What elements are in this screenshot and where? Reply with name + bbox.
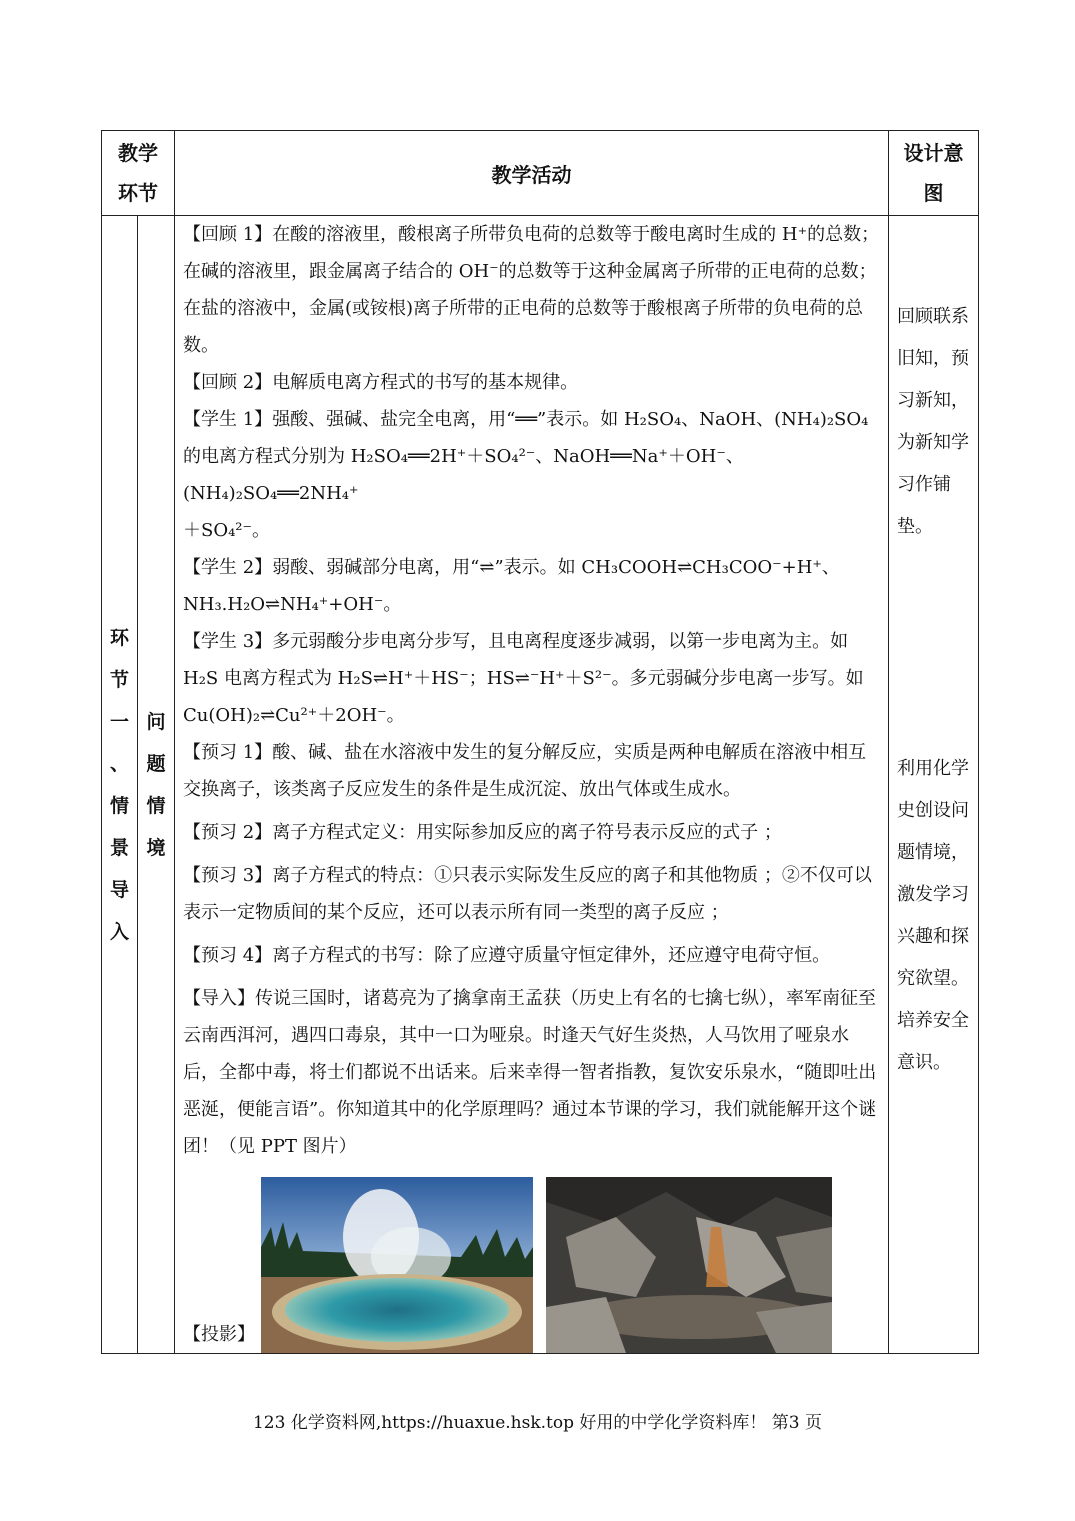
paragraph-intro xyxy=(183,980,882,1165)
text: 离子方程式定义：用实际参加反应的离子符号表示反应的式子 ； xyxy=(272,822,782,843)
projection-label: 【投影】 xyxy=(183,1324,255,1345)
stage-char: 情 xyxy=(109,794,129,817)
sub-char: 境 xyxy=(146,836,166,859)
paragraph-preview-2 xyxy=(183,814,882,851)
paragraph-review-1 xyxy=(183,216,882,364)
tag: 【学生 3】 xyxy=(183,631,273,652)
stage-label xyxy=(102,216,138,1354)
header-stage-line1: 教学 xyxy=(118,141,158,165)
header-stage-line2: 环节 xyxy=(118,181,158,205)
tag: 【回顾 1】 xyxy=(183,224,273,245)
paragraph-preview-3 xyxy=(183,857,882,931)
cave-spring-photo xyxy=(546,1177,832,1353)
activity-content xyxy=(175,216,889,1354)
header-stage xyxy=(102,131,175,216)
tag: 【预习 2】 xyxy=(183,822,273,843)
header-activity: 教学活动 xyxy=(175,131,889,216)
tag: 【导入】 xyxy=(183,988,255,1009)
paragraph-preview-1 xyxy=(183,734,882,808)
hot-spring-photo xyxy=(261,1177,533,1353)
text: 弱酸、弱碱部分电离，用“⇌”表示。如 CH₃COOH⇌CH₃COO⁻+H⁺、NH₃.H₂O⇌NH₄⁺+OH⁻。 xyxy=(183,557,840,615)
purpose-review: 回顾联系旧知，预习新知，为新知学习作铺垫。 xyxy=(897,306,969,537)
tag: 【学生 1】 xyxy=(183,409,273,430)
header-purpose-line1: 设计意 xyxy=(903,141,964,165)
stage-char: 景 xyxy=(109,836,129,859)
text: 离子方程式的特点：①只表示实际发生反应的离子和其他物质 ；②不仅可以表示一定物质间的某个反应，还可以表示所有同一类型的离子反应 ； xyxy=(183,865,872,923)
tag: 【预习 3】 xyxy=(183,865,273,886)
paragraph-student-1-cont: ＋SO₄²⁻。 xyxy=(183,520,271,541)
text: 电解质电离方程式的书写的基本规律。 xyxy=(272,372,579,393)
text: 传说三国时，诸葛亮为了擒拿南王孟获（历史上有名的七擒七纵），率军南征至云南西洱河，遇四口毒泉，其中一口为哑泉。时逢天气好生炎热，人马饮用了哑泉水后，全都中毒，将士们都说不出话来。后来幸得一智者指教，复饮安乐泉水，“随即吐出恶涎，便能言语”。你知道其中的化学原理吗？通过本节课的学习，我们就能解开这个谜团！（见 PPT 图片） xyxy=(183,988,877,1157)
text: 强酸、强碱、盐完全电离，用“══”表示。如 H₂SO₄、NaOH、(NH₄)₂SO₄的电离方程式分别为 H₂SO₄══2H⁺＋SO₄²⁻、NaOH══Na⁺＋OH⁻、(NH₄)₂SO₄══2NH₄⁺ xyxy=(183,409,869,504)
header-purpose xyxy=(889,131,979,216)
sub-stage-label xyxy=(138,216,175,1354)
tag: 【学生 2】 xyxy=(183,557,273,578)
sub-char: 情 xyxy=(146,794,166,817)
purpose-history: 利用化学史创设问题情境，激发学习兴趣和探究欲望。培养安全意识。 xyxy=(897,758,969,1073)
stage-char: 导 xyxy=(109,878,129,901)
header-purpose-line2: 图 xyxy=(923,181,944,205)
stage-char: 节 xyxy=(109,668,129,691)
sub-char: 问 xyxy=(146,710,166,733)
lesson-table xyxy=(101,130,979,1354)
paragraph-preview-4 xyxy=(183,937,882,974)
paragraph-review-2 xyxy=(183,364,882,401)
text: 酸、碱、盐在水溶液中发生的复分解反应，实质是两种电解质在溶液中相互交换离子，该类离子反应发生的条件是生成沉淀、放出气体或生成水。 xyxy=(183,742,867,800)
projection-row xyxy=(183,1177,882,1353)
page-footer: 123 化学资料网,https://huaxue.hsk.top 好用的中学化学资料库！ 第3 页 xyxy=(252,1413,823,1433)
tag: 【预习 1】 xyxy=(183,742,273,763)
tag: 【预习 4】 xyxy=(183,945,273,966)
paragraph-student-2 xyxy=(183,549,882,623)
stage-char: 、 xyxy=(109,752,129,775)
stage-char: 一 xyxy=(109,710,129,733)
text: 离子方程式的书写：除了应遵守质量守恒定律外，还应遵守电荷守恒。 xyxy=(272,945,831,966)
stage-char: 环 xyxy=(109,626,129,649)
sub-char: 题 xyxy=(146,752,166,775)
text: 多元弱酸分步电离分步写，且电离程度逐步减弱，以第一步电离为主。如 H₂S 电离方程式为 H₂S⇌H⁺＋HS⁻；HS⇌⁻H⁺＋S²⁻。多元弱碱分步电离一步写。如 Cu(OH)₂⇌Cu²⁺＋2OH⁻。 xyxy=(183,631,864,726)
design-purpose xyxy=(889,216,979,1354)
paragraph-student-1 xyxy=(183,401,882,512)
stage-char: 入 xyxy=(109,920,129,943)
tag: 【回顾 2】 xyxy=(183,372,273,393)
text: 在酸的溶液里，酸根离子所带负电荷的总数等于酸电离时生成的 H⁺的总数；在碱的溶液里，跟金属离子结合的 OH⁻的总数等于这种金属离子所带的正电荷的总数；在盐的溶液中，金属(或铵根)离子所带的正电荷的总数等于酸根离子所带的负电荷的总数。 xyxy=(183,224,880,356)
paragraph-student-3 xyxy=(183,623,882,734)
